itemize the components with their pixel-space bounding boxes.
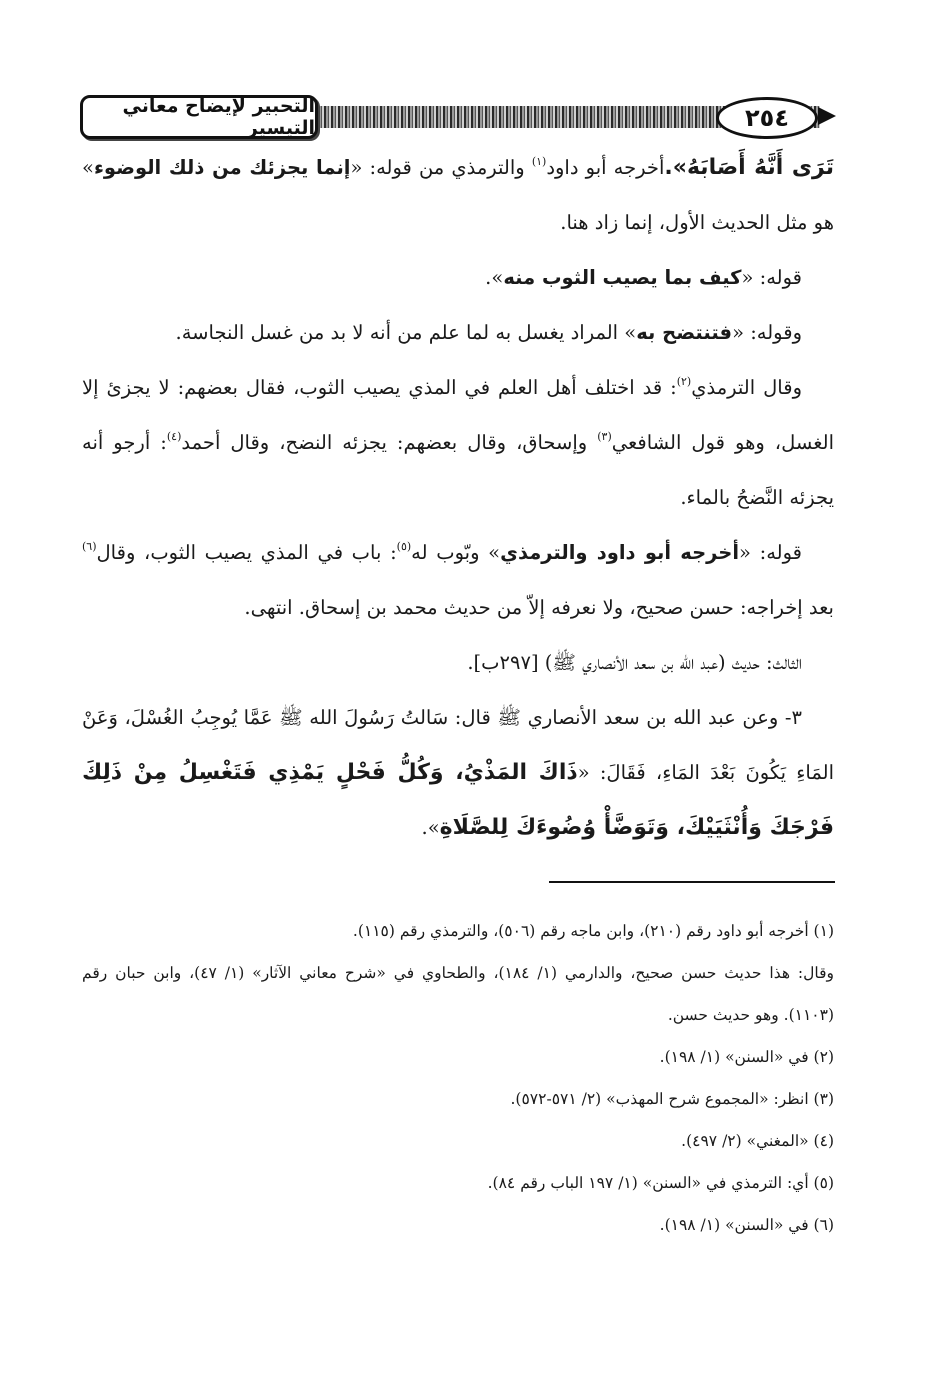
text: » وبّوب له <box>411 541 501 564</box>
text: ». <box>485 266 504 289</box>
text: : باب في المذي يصيب الثوب، وقال <box>96 541 397 564</box>
paragraph-5 <box>82 525 834 635</box>
hadith-fragment: تَرَى أَنَّهُ أَصَابَهُ». <box>664 155 834 180</box>
quoted-phrase: كيف بما يصيب الثوب منه <box>503 266 742 289</box>
hadith-text: ذَاكَ المَذْيُ، وَكُلُّ فَحْلٍ يَمْذِي فَتَغْسِلُ مِنْ ذَلِكَ فَرْجَكَ وَأُنْثَيَيْكَ، وَتَوَضَّأْ وُضُوءَكَ لِلصَّلَاةِ <box>82 760 834 840</box>
text: وقال الترمذي <box>691 376 802 399</box>
text: والترمذي من قوله: « <box>350 156 532 179</box>
paragraph-2 <box>82 250 834 305</box>
footnote-ref: (٥) <box>396 540 412 553</box>
footnote-ref: (٦) <box>82 540 97 553</box>
quoted-phrase: إنما يجزئك من ذلك الوضوء <box>93 156 351 179</box>
quoted-phrase: فتنتضح به <box>636 321 733 344</box>
text: وقوله: « <box>732 321 802 344</box>
footnote-3: (٣) انظر: «المجموع شرح المهذب» (٢/ ٥٧١-٥٧٢). <box>510 1090 834 1108</box>
footnote-1: (١) أخرجه أبو داود رقم (٢١٠)، وابن ماجه رقم (٥٠٦)، والترمذي رقم (١١٥). <box>352 922 834 940</box>
text: : أرجو أنه يجزئه النَّضحُ بالماء. <box>82 431 834 509</box>
text: : قد اختلف أهل العلم في المذي يصيب الثوب، فقال بعضهم: لا يجزئ إلا الغسل، وهو قول الشافعي <box>82 376 834 454</box>
footnote-4: (٤) «المغني» (٢/ ٤٩٧). <box>681 1132 834 1150</box>
footnote-ref: (١) <box>531 155 547 168</box>
text: أخرجه أبو داود <box>546 156 665 179</box>
text: قوله: « <box>741 266 802 289</box>
footnote-ref: (٤) <box>166 430 182 443</box>
paragraph-3 <box>82 305 834 360</box>
text: » المراد يغسل به لما علم من أنه لا بد من غسل النجاسة. <box>175 321 637 344</box>
footnote-2: (٢) في «السنن» (١/ ١٩٨). <box>659 1048 834 1066</box>
book-title: التحبير لإيضاح معاني التيسير <box>80 95 318 139</box>
footnote-separator <box>549 881 835 883</box>
quoted-phrase: أخرجه أبو داود والترمذي <box>500 541 740 564</box>
text: قوله: « <box>739 541 802 564</box>
main-text <box>82 140 834 855</box>
footnote-ref: (٣) <box>597 430 612 443</box>
text: بعد إخراجه: حسن صحيح، ولا نعرفه إلاّ من حديث محمد بن إسحاق. انتهى. <box>244 596 834 619</box>
paragraph-4 <box>82 360 834 525</box>
section-heading: الثالث: حديث (عبد الله بن سعد الأنصاري ﷺ) [٢٩٧ب]. <box>467 651 802 674</box>
footnote-ref: (٢) <box>676 375 692 388</box>
text: وإسحاق، وقال بعضهم: يجزئه النضح، وقال أحمد <box>181 431 598 454</box>
paragraph-1 <box>82 140 834 250</box>
header-arrow-ornament <box>818 107 836 125</box>
hadith-paragraph <box>82 690 834 855</box>
page-number: ٢٥٤ <box>716 97 818 139</box>
footnote-5: (٥) أي: الترمذي في «السنن» (١/ ١٩٧ الباب رقم ٨٤). <box>487 1174 834 1192</box>
footnotes <box>82 910 834 1246</box>
footnote-6: (٦) في «السنن» (١/ ١٩٨). <box>659 1216 834 1234</box>
text: ٣- وعن عبد الله بن سعد الأنصاري ﷺ قال: سَالتُ رَسُولَ الله ﷺ عَمَّا يُوجِبُ الغُسْلَ، وَعَنْ المَاءِ يَكُونَ بَعْدَ المَاءِ، فَقَالَ: « <box>82 706 835 784</box>
footnote-1-continued: وقال: هذا حديث حسن صحيح، والدارمي (١/ ١٨٤)، والطحاوي في «شرح معاني الآثار» (١/ ٤٧)، وابن حبان رقم (١١٠٣). وهو حديث حسن. <box>82 964 834 1024</box>
page-header <box>80 94 840 140</box>
text: » هو مثل الحديث الأول، إنما زاد هنا. <box>82 156 834 234</box>
text: ». <box>421 816 440 839</box>
